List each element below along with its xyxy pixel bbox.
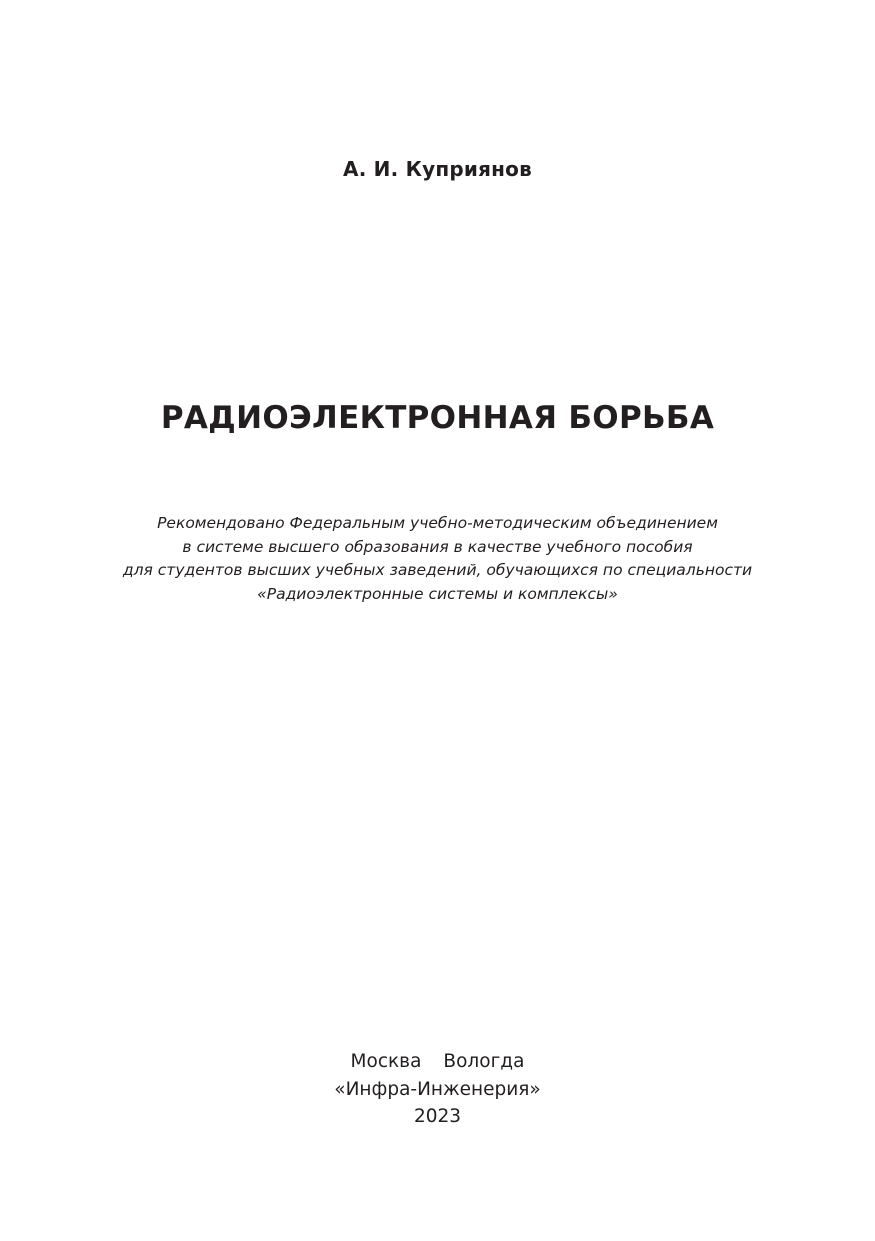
recommendation-line: в системе высшего образования в качестве учебного пособия — [182, 537, 693, 556]
city-vologda: Вологда — [443, 1051, 525, 1072]
recommendation-line: для студентов высших учебных заведений, обучающихся по специальности — [122, 561, 753, 579]
imprint-block — [0, 1048, 875, 1131]
author-name: А. И. Куприянов — [343, 157, 532, 181]
recommendation-line: Рекомендовано Федеральным учебно-методическим объединением — [157, 514, 718, 532]
publication-year: 2023 — [413, 1106, 462, 1127]
book-title: РАДИОЭЛЕКТРОННАЯ БОРЬБА — [160, 400, 715, 436]
recommendation-line: «Радиоэлектронные системы и комплексы» — [257, 584, 618, 603]
publisher-name: «Инфра-Инженерия» — [334, 1078, 541, 1100]
city-moscow: Москва — [350, 1051, 422, 1072]
recommendation-block — [0, 512, 875, 606]
imprint-cities — [0, 1048, 875, 1076]
